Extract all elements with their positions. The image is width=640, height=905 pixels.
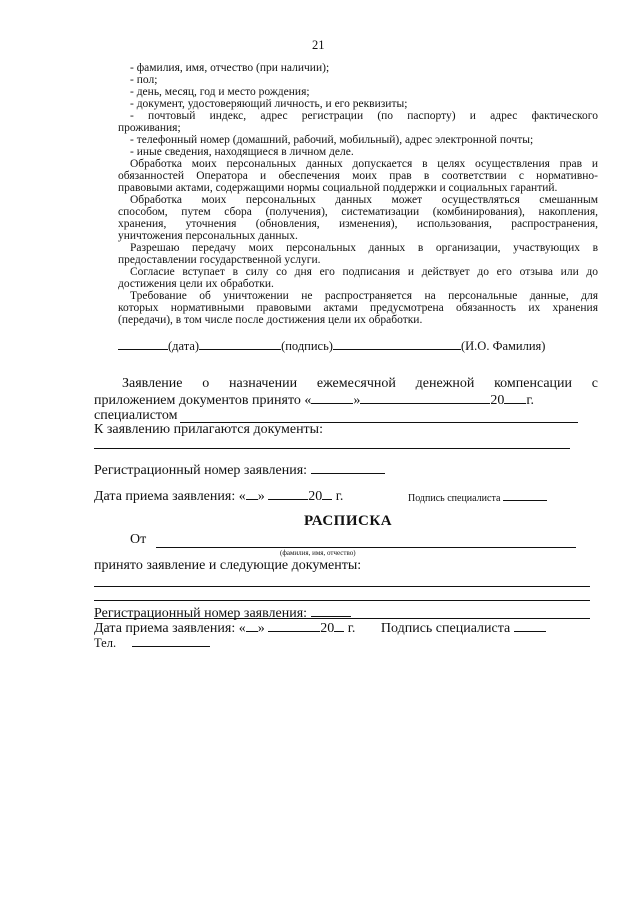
year-prefix: 20	[320, 621, 335, 636]
page-number: 21	[312, 38, 325, 52]
attachments-label: К заявлению прилагаются документы:	[94, 422, 323, 437]
date-caption: (дата)	[168, 339, 200, 353]
accepted-label: принято заявление и следующие документы:	[94, 558, 362, 573]
quote-close: »	[353, 393, 361, 408]
month-blank[interactable]	[360, 392, 490, 404]
receipt-title: РАСПИСКА	[304, 513, 393, 529]
year-blank[interactable]	[504, 392, 526, 404]
year-prefix: 20	[490, 393, 505, 408]
acceptance-prefix: приложением документов принято «	[94, 393, 312, 408]
paragraph-line: предоставлении государственной услуги.	[118, 254, 321, 266]
reg-number-row	[94, 462, 385, 479]
receipt-day-blank[interactable]	[246, 620, 258, 632]
reg-number-field[interactable]	[311, 462, 385, 474]
list-item: - телефонный номер (домашний, рабочий, мобильный), адрес электронной почты;	[130, 134, 534, 146]
list-item: - почтовый индекс, адрес регистрации (по паспорту) и адрес фактического	[130, 110, 598, 122]
accept-date-label: Дата приема заявления: «	[94, 489, 246, 504]
day-blank[interactable]	[311, 392, 353, 404]
paragraph-line: Обработка моих персональных данных может осуществляться смешанным	[130, 194, 598, 206]
receipt-sign-label: Подпись специалиста	[380, 621, 511, 636]
receipt-date-row	[94, 620, 546, 637]
receipt-year-blank[interactable]	[334, 620, 344, 632]
attachments-field[interactable]	[94, 448, 570, 449]
signature-blank[interactable]	[199, 338, 281, 350]
paragraph-line: способом, путем сбора (получения), систематизации (комбинирования), накопления,	[118, 206, 598, 218]
paragraph-line: уничтожения персональных данных.	[118, 230, 298, 242]
phone-label: Тел.	[94, 636, 117, 650]
phone-field[interactable]	[132, 637, 210, 647]
from-label: От	[130, 532, 147, 547]
name-blank[interactable]	[333, 338, 461, 350]
specialist-label: специалистом	[94, 408, 178, 423]
year-suffix: г.	[335, 489, 344, 504]
acceptance-line: Заявление о назначении ежемесячной денежной компенсации с	[122, 376, 598, 391]
list-item: проживания;	[118, 122, 181, 134]
accept-month-blank[interactable]	[268, 488, 308, 500]
specialist-sign-row	[408, 491, 547, 504]
paragraph-line: Обработка моих персональных данных допускается в целях осуществления прав и	[130, 158, 598, 170]
paragraph-line: (передачи), в том числе после достижения цели их обработки.	[118, 314, 423, 326]
paragraph-line: Разрешаю передачу моих персональных данных в организации, участвующих в	[130, 242, 598, 254]
accept-date-row	[94, 488, 343, 505]
from-field[interactable]	[156, 547, 576, 548]
receipt-reg-field[interactable]	[311, 605, 351, 617]
paragraph-line: Согласие вступает в силу со дня его подписания и действует до его отзыва или до	[130, 266, 598, 278]
from-hint: (фамилия, имя, отчество)	[280, 549, 356, 557]
receipt-sign-field[interactable]	[514, 620, 546, 632]
specialist-sign-label: Подпись специалиста	[408, 493, 501, 504]
list-item: - иные сведения, находящиеся в личном деле.	[130, 146, 354, 158]
reg-number-label: Регистрационный номер заявления:	[94, 463, 308, 478]
documents-line[interactable]	[94, 586, 590, 587]
receipt-month-blank[interactable]	[268, 620, 320, 632]
year-suffix: г.	[526, 393, 535, 408]
paragraph-line: Требование об уничтожении не распространяется на персональные данные, для	[130, 290, 598, 302]
paragraph-line: достижения цели их обработки.	[118, 278, 274, 290]
date-blank[interactable]	[118, 338, 168, 350]
list-item: - документ, удостоверяющий личность, и его реквизиты;	[130, 98, 408, 110]
quote-close: »	[257, 489, 265, 504]
documents-line[interactable]	[94, 600, 590, 601]
list-item: - день, месяц, год и место рождения;	[130, 86, 310, 98]
paragraph-line: правовыми актами, содержащими нормы социальной поддержки и социальных гарантий.	[118, 182, 558, 194]
list-item: - фамилия, имя, отчество (при наличии);	[130, 62, 330, 74]
paragraph-line: хранения, уточнения (обновления, изменения), использования, распространения,	[118, 218, 598, 230]
year-prefix: 20	[308, 489, 323, 504]
list-item: - пол;	[130, 74, 158, 86]
accept-year-blank[interactable]	[322, 488, 332, 500]
quote-close: »	[257, 621, 265, 636]
receipt-date-label: Дата приема заявления: «	[94, 621, 246, 636]
accept-day-blank[interactable]	[246, 488, 258, 500]
phone-row	[94, 636, 210, 651]
receipt-reg-label: Регистрационный номер заявления:	[94, 606, 308, 621]
paragraph-line: которых нормативными правовыми актами предусмотрена обязанность их хранения	[118, 302, 598, 314]
paragraph-line: обязанностей Оператора и обеспечения моих прав в соответствии с нормативно-	[118, 170, 598, 182]
specialist-sign-field[interactable]	[503, 491, 547, 501]
signature-caption: (подпись)	[281, 339, 333, 353]
acceptance-date-line	[94, 392, 534, 409]
signature-row	[118, 338, 545, 354]
year-suffix: г.	[347, 621, 356, 636]
name-caption: (И.О. Фамилия)	[460, 339, 546, 353]
